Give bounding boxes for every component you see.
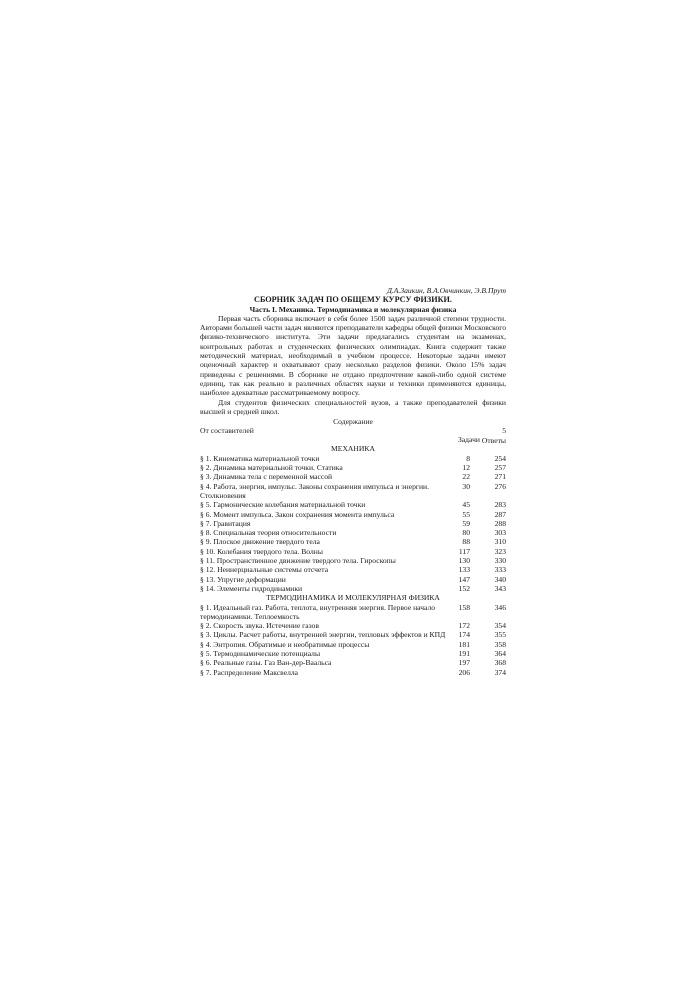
toc-row (200, 547, 506, 556)
toc-row-task-page: 147 (458, 574, 470, 584)
toc-row (200, 528, 506, 537)
toc-row-answer-page: 330 (494, 556, 506, 566)
toc-row-title: § 10. Колебания твердого тела. Волны (200, 546, 323, 556)
toc-row-task-page: 130 (458, 556, 470, 566)
toc-row-task-page: 12 (462, 463, 470, 473)
toc-row-task-page: 172 (458, 621, 470, 631)
authors: Д.А.Заикин, В.А.Овчинкин, Э.В.Прут (387, 286, 506, 295)
toc-row-answer-page: 355 (494, 630, 506, 640)
toc-section-title: МЕХАНИКА (331, 444, 375, 454)
toc-row-answer-page: 283 (494, 500, 506, 510)
toc-row-title: § 9. Плоское движение твердого тела (200, 537, 320, 547)
toc-row-title: § 3. Динамика тела с переменной массой (200, 472, 333, 482)
toc-row-title: § 11. Пространственное движение твердого тела. Гироскопы (200, 556, 396, 566)
toc-row-answer-page: 374 (494, 667, 506, 677)
toc-row (200, 519, 506, 528)
toc-row-title: § 2. Динамика материальной точки. Статика (200, 463, 343, 473)
toc-row (200, 537, 506, 546)
toc-row-task-page: 152 (458, 583, 470, 593)
toc-row-task-page: 55 (462, 509, 470, 519)
toc-row-answer-page: 333 (494, 565, 506, 575)
toc-row-answer-page: 368 (494, 658, 506, 668)
toc-row-title: § 5. Гармонические колебания материальной точки (200, 500, 366, 510)
toc-row-title: § 13. Упругие деформации (200, 574, 286, 584)
toc-row-task-page: 22 (462, 472, 470, 482)
toc-row-task-page: 8 (466, 453, 470, 463)
toc-row-task-page: 174 (458, 630, 470, 640)
toc-row-answer-page: 303 (494, 528, 506, 538)
toc-row-answer-page: 354 (494, 621, 506, 631)
toc-row-title: § 1. Идеальный газ. Работа, теплота, внутренняя энергия. Первое начало термодинамики. Теплоемкость (200, 602, 436, 621)
toc-row (200, 482, 506, 501)
toc-row-title: § 3. Циклы. Расчет работы, внутренней энергии, тепловых эффектов и КПД (200, 630, 446, 640)
toc-row (200, 649, 506, 658)
toc-row (200, 603, 506, 622)
toc-heading: Содержание (333, 417, 373, 427)
toc-row-title: § 1. Кинематика материальной точки (200, 453, 320, 463)
toc-row-answer-page: 343 (494, 583, 506, 593)
book-subtitle: Часть I. Механика. Термодинамика и молекулярная физика (249, 304, 457, 314)
toc-row-title: § 7. Распределение Максвелла (200, 667, 299, 677)
toc-row-answer-page: 310 (494, 537, 506, 547)
toc-row (200, 575, 506, 584)
toc-row-answer-page: 271 (494, 472, 506, 482)
toc-row (200, 556, 506, 565)
toc-row-task-page: 191 (458, 648, 470, 658)
book-title: СБОРНИК ЗАДАЧ ПО ОБЩЕМУ КУРСУ ФИЗИКИ. (254, 295, 452, 305)
toc-row (200, 630, 506, 639)
toc-row-answer-page: 288 (494, 518, 506, 528)
toc-row-title: § 5. Термодинамические потенциалы (200, 648, 321, 658)
toc-row-task-page: 158 (458, 602, 470, 612)
intro-paragraph-2: Для студентов физических специальностей вузов, а также преподавателей физики высшей и средней школ. (200, 397, 506, 416)
toc-row-answer-page: 358 (494, 639, 506, 649)
toc-row-title: § 4. Энтропия. Обратимые и необратимые процессы (200, 639, 370, 649)
toc-row-task-page: 59 (462, 518, 470, 528)
toc-row-title: § 14. Элементы гидродинамики (200, 583, 303, 593)
toc-row (200, 472, 506, 481)
toc-row-answer-page: 276 (494, 481, 506, 491)
toc-row-task-page: 30 (462, 481, 470, 491)
toc-row-title: § 4. Работа, энергия, импульс. Законы сохранения импульса и энергии. Столкновения (200, 481, 430, 500)
toc-row (200, 510, 506, 519)
toc-row-task-page: 197 (458, 658, 470, 668)
toc-row-answer-page: 254 (494, 453, 506, 463)
toc-row-task-page: 133 (458, 565, 470, 575)
toc-row-task-page: 206 (458, 667, 470, 677)
toc-row-title: § 12. Неинерциальные системы отсчета (200, 565, 329, 575)
toc-row (200, 500, 506, 509)
toc-row-answer-page: 323 (494, 546, 506, 556)
toc-row (200, 584, 506, 593)
toc-row-answer-page: 287 (494, 509, 506, 519)
toc-section-title: ТЕРМОДИНАМИКА И МОЛЕКУЛЯРНАЯ ФИЗИКА (266, 593, 440, 603)
toc-row-task-page: 45 (462, 500, 470, 510)
toc-row-answer-page: 340 (494, 574, 506, 584)
toc-row-title: § 6. Реальные газы. Газ Ван-дер-Ваальса (200, 658, 332, 668)
toc-row (200, 658, 506, 667)
toc-row-title: § 6. Момент импульса. Закон сохранения момента импульса (200, 509, 395, 519)
toc-body (200, 444, 506, 676)
toc-row-title: § 2. Скорость звука. Истечение газов (200, 621, 319, 631)
toc-col-tasks: Задачи (458, 435, 480, 445)
toc-col-answers: 5 Ответы (481, 426, 506, 445)
toc-row-task-page: 88 (462, 537, 470, 547)
toc-row-title: § 8. Специальная теория относительности (200, 528, 337, 538)
toc-row (200, 668, 506, 677)
toc-row-answer-page: 364 (494, 648, 506, 658)
toc-row-task-page: 80 (462, 528, 470, 538)
toc-row (200, 463, 506, 472)
intro-paragraph-1: Первая часть сборника включает в себя более 1500 задач различной степени трудности. Авторами большей части задач являются преподаватели кафедры общей физики Московского физико-технического института. Эти задачи предлагались студентам на экзаменах, контрольных работах и студенческих физических олимпиадах. Книга содержит также методический материал, необходимый в учебном процессе. Некоторые задачи имеют оценочный характер и охватывают сразу несколько разделов физики. Около 15% задач приведены с решениями. В сборнике не отдано предпочтение какой-либо одной системе единиц, так как реально в различных областях науки и техники применяются единицы, наиболее адекватные рассматриваемому вопросу. (200, 313, 506, 398)
toc-row-answer-page: 346 (494, 602, 506, 612)
toc-row (200, 565, 506, 574)
toc-row-title: § 7. Гравитация (200, 518, 251, 528)
document-page (200, 286, 506, 677)
toc-row-answer-page: 257 (494, 463, 506, 473)
toc-row-task-page: 181 (458, 639, 470, 649)
toc-row (200, 454, 506, 463)
toc-row (200, 640, 506, 649)
toc-row (200, 621, 506, 630)
toc-header (200, 426, 506, 444)
toc-preface: От составителей (200, 426, 254, 436)
toc-row-task-page: 117 (458, 546, 470, 556)
